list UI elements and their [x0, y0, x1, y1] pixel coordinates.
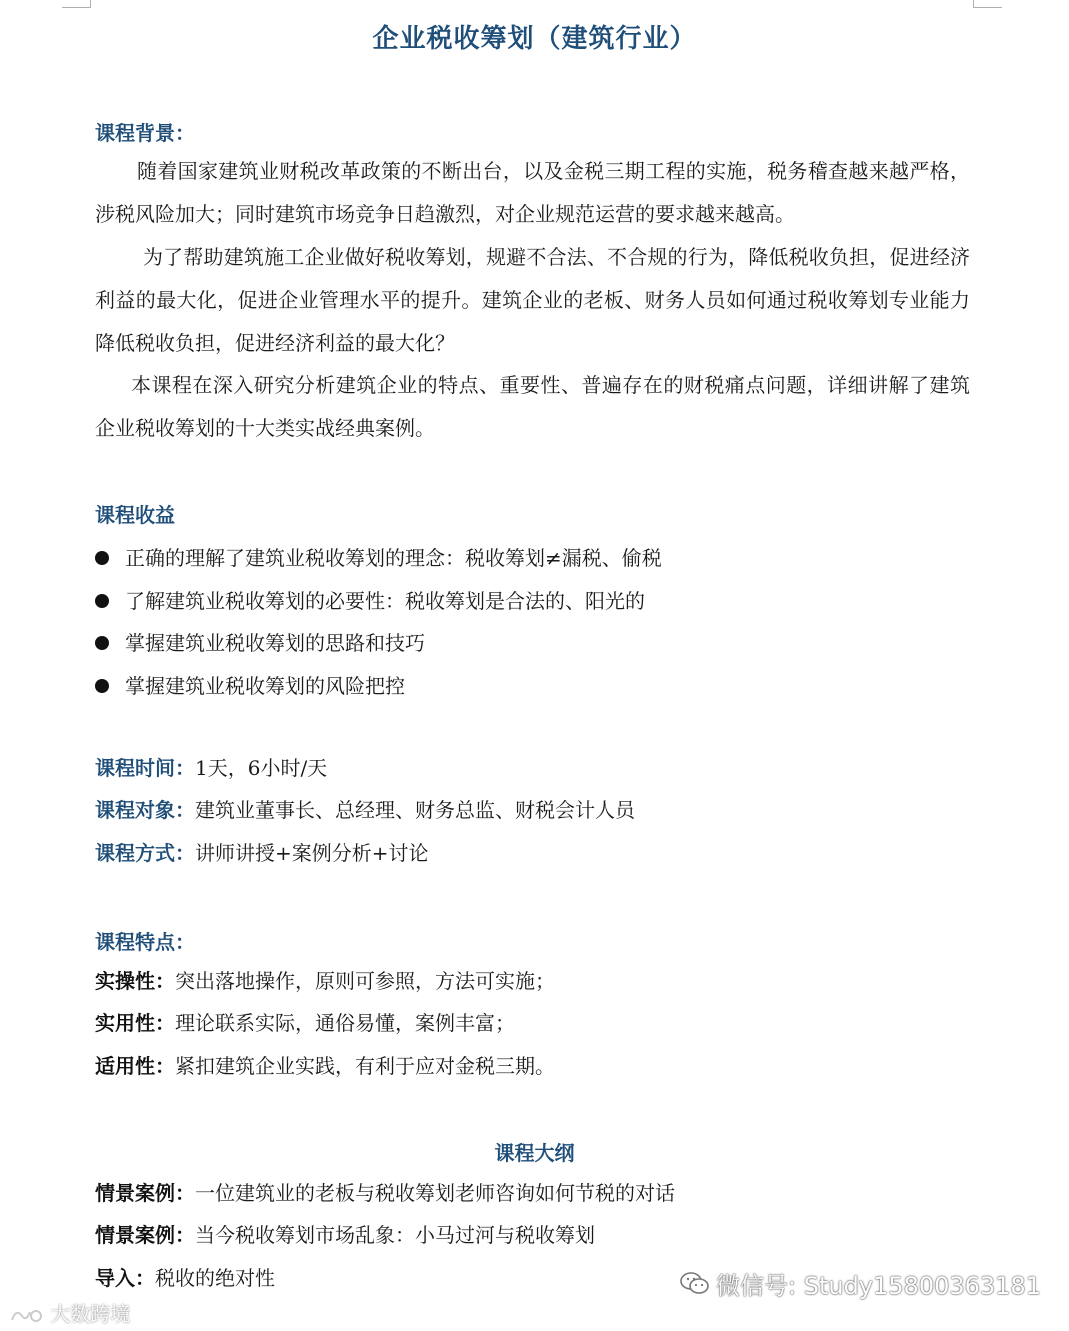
- bullet-icon: [95, 594, 109, 608]
- document-title: 企业税收筹划（建筑行业）: [372, 24, 697, 54]
- feature-item: 实用性：理论联系实际，通俗易懂，案例丰富；: [95, 1011, 515, 1035]
- bullet-icon: [95, 551, 109, 565]
- site-watermark: 大数跨境: [10, 1298, 130, 1327]
- bullet-icon: [95, 636, 109, 650]
- course-method: 课程方式：讲师讲授+案例分析+讨论: [95, 841, 429, 865]
- bullet-icon: [95, 679, 109, 693]
- background-heading: 课程背景：: [95, 121, 195, 145]
- feature-item: 实操性：突出落地操作，原则可参照，方法可实施；: [95, 969, 555, 993]
- background-paragraph-3: 本课程在深入研究分析建筑企业的特点、重要性、普遍存在的财税痛点问题，详细讲解了建筑企业税收筹划的十大类实战经典案例。: [95, 373, 970, 440]
- wechat-icon: [680, 1271, 710, 1303]
- benefits-heading: 课程收益: [95, 503, 175, 527]
- watermark-logo-icon: [10, 1302, 50, 1326]
- benefit-item: 掌握建筑业税收筹划的思路和技巧: [95, 627, 425, 656]
- page-corner-mark-left: [62, 0, 91, 8]
- page-corner-mark-right: [973, 0, 1002, 8]
- outline-item: 情景案例：当今税收筹划市场乱象：小马过河与税收筹划: [95, 1223, 595, 1247]
- outline-item: 情景案例：一位建筑业的老板与税收筹划老师咨询如何节税的对话: [95, 1181, 675, 1205]
- outline-heading: 课程大纲: [494, 1141, 575, 1165]
- course-audience: 课程对象：建筑业董事长、总经理、财务总监、财税会计人员: [95, 798, 635, 822]
- features-heading: 课程特点：: [95, 930, 195, 954]
- feature-item: 适用性：紧扣建筑企业实践，有利于应对金税三期。: [95, 1054, 555, 1078]
- background-paragraph-1: 随着国家建筑业财税改革政策的不断出台，以及金税三期工程的实施，税务稽查越来越严格，涉税风险加大；同时建筑市场竞争日趋激烈，对企业规范运营的要求越来越高。: [95, 159, 970, 226]
- course-time: 课程时间：1天，6小时/天: [95, 756, 328, 780]
- benefit-item: 正确的理解了建筑业税收筹划的理念：税收筹划≠漏税、偷税: [95, 542, 662, 571]
- wechat-watermark: 微信号: Study15800363181: [680, 1266, 1041, 1303]
- outline-item: 导入：税收的绝对性: [95, 1266, 275, 1290]
- benefit-item: 了解建筑业税收筹划的必要性：税收筹划是合法的、阳光的: [95, 585, 645, 614]
- background-paragraph-2: 为了帮助建筑施工企业做好税收筹划，规避不合法、不合规的行为，降低税收负担，促进经济利益的最大化，促进企业管理水平的提升。建筑企业的老板、财务人员如何通过税收筹划专业能力降低税收负担，促进经济利益的最大化？: [95, 245, 970, 355]
- benefit-item: 掌握建筑业税收筹划的风险把控: [95, 670, 405, 699]
